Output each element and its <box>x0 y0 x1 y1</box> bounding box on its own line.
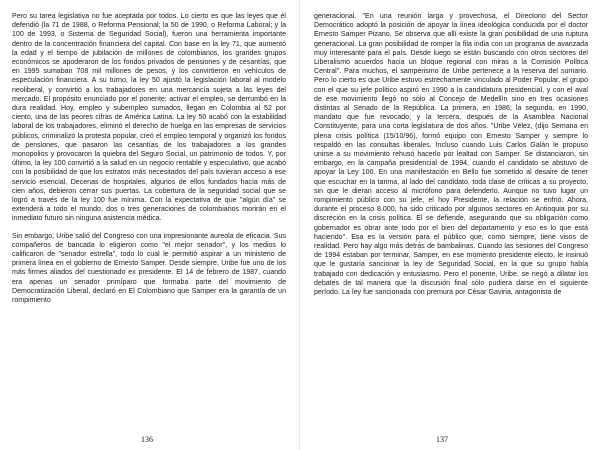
right-page-text <box>314 12 588 297</box>
left-page-number: 136 <box>141 435 153 444</box>
left-paragraph-1: Pero su tarea legislativa no fue aceptada por todos. Lo cierto es que las leyes que él defendió (la 71 de 1988, o Reforma Pensional; la 50 de 1990, o Reforma Laboral; y la 100 de 1993, o Sistema de Seguridad Social), fueron una herramienta importante dentro de la concentración financiera del capital. Con base en la ley 71, que aumentó la edad y el tiempo de jubilación de millones de colombianos, los grandes grupos económicos se apoderaron de los fondos privados de pensiones y de cesantías, que en 1995 sumaban 708 mil millones de pesos, y los convirtieron en vehículos de especulación financiera. A su turno, la ley 50 ajustó la legislación laboral al modelo neoliberal, y convirtió a los trabajadores en una mercancía sujeta a las leyes del mercado. El propósito enunciado por el ponente: activar el empleo, se derrumbó en la dura realidad. Hoy, empleo y subempleo sumados, llegan en Colombia al 52 por ciento, una de las peores cifras de América Latina. La ley 50 acabó con la estabilidad laboral de los trabajadores, eliminó el derecho de huelga en las empresas de servicios públicos, criminalizó la protesta popular, creó el empleo temporal y organizó los fondos de pensiones, que pasaron las cesantías de los trabajadores a los grandes monopolios y provocaron la quiebra del Seguro Social, un patrimonio de todos. Y, por último, la ley 100 convirtió a la salud en un negocio rentable y especulativo, que acabó con la posibilidad de que los estratos más necesitados del país tuvieran acceso a ese servicio esencial. Decenas de hospitales, algunos de ellos fundados hacía más de cien años, debieron cerrar sus puertas. La cobertura de la seguridad social que se logró a través de la ley 100 fue mínima. Con la expectativa de que "algún día" se extenderá a todo el mundo, dos o tres generaciones de colombianos morirán en el inmediato futuro sin ninguna asistencia médica. <box>12 13 286 223</box>
right-paragraph-1: generacional. "En una reunión larga y provechosa, el Directorio del Sector Democrático adoptó la posición de apoyar la línea ideológica conducida por el doctor Ernesto Samper Pizano. Se observa que allí existe la gran posibilidad de una ruptura generacional. La gran posibilidad de romper la fila india con un programa de avanzada muy interesante para el país. Desde luego se están buscando con otros sectores del Liberalismo acuerdos hacia un bloque regional con miras a la Comisión Política Central". Para muchos, el samperismo de Uribe pertenece a la reserva del sumario. Pero lo cierto es que Uribe estuvo estrechamente vinculado al Poder Popular, el grupo con el que su jefe político aspiró en 1990 a la candidatura presidencial, y con el aval de ese movimiento llegó no sólo al Concejo de Medellín sino en tres ocasiones distintas al Senado de la República. La primera, en 1986; la segunda, en 1990, mandato que fue revocado; y la tercera, después de la Asamblea Nacional Constituyente, para una corta legislatura de dos años. "Uribe Vélez, (dijo Semana en plena crisis política (15/10/96), formó equipo con Ernesto Samper y siempre lo respaldó en las consultas liberales. Incluso cuando Luis Carlos Galán le propuso unirse a su movimiento rehusó hacerlo por lealtad con Samper. Se distanciaron, sin embargo, en la campaña presidencial de 1994, cuando el candidato se abstuvo de apoyar la Ley 100. En una manifestación en Bello fue sometido al desaire de tener que escuchar en la tarima, al lado del candidato, toda clase de críticas a su proyecto, sin que le dieran acceso al micrófono para defenderlo. Aunque no tuvo lugar un rompimiento público con su jefe, el hoy Presidente, la relación se enfrió. Ahora, durante el proceso 8.000, ha sido criticado por algunos sectores en Antioquia por su discreción en la crisis política. El se defiende, asegurando que su obligación como gobernador es obrar ante todo por el bien del departamento y eso es lo que está haciendo". Esa es la versión para el público que, como siempre, tiene visos de realidad. Pero hay algo más detrás de bambalinas. Cuando las sesiones del Congreso de 1994 estaban por terminar, Samper, en ese momento presidente electo, le insinuó que le gustaría sancionar la ley de Seguridad Social, en la que su grupo había trabajado con dedicación y entusiasmo. Pero el ponente, Uribe, se negó a dilatar los debates de tal manera que la discusión final sólo pudiera darse en el siguiente período. La ley fue sancionada con premura por César Gaviria, antagonista de <box>314 13 588 297</box>
left-paragraph-2: Sin embargo, Uribe salió del Congreso con una impresionante aureola de eficacia. Sus compañeros de bancada lo eligieron como "el mejor senador", y los medios lo calificaron de "senador estrella", todo lo cual le permitió aspirar a un ministerio de primera línea en el gobierno de Ernesto Samper. Desde siempre, Uribe fue uno de los más firmes aliados del cuestionado ex presidente. El 14 de febrero de 1987, cuando era apenas un senador primíparo que formaba parte del movimiento de Democratización Liberal, declaró en El Colombiano que Samper era la garantía de un rompimiento <box>12 232 286 305</box>
right-page <box>300 0 600 450</box>
right-page-number: 137 <box>436 435 448 444</box>
left-page-text <box>12 12 286 305</box>
